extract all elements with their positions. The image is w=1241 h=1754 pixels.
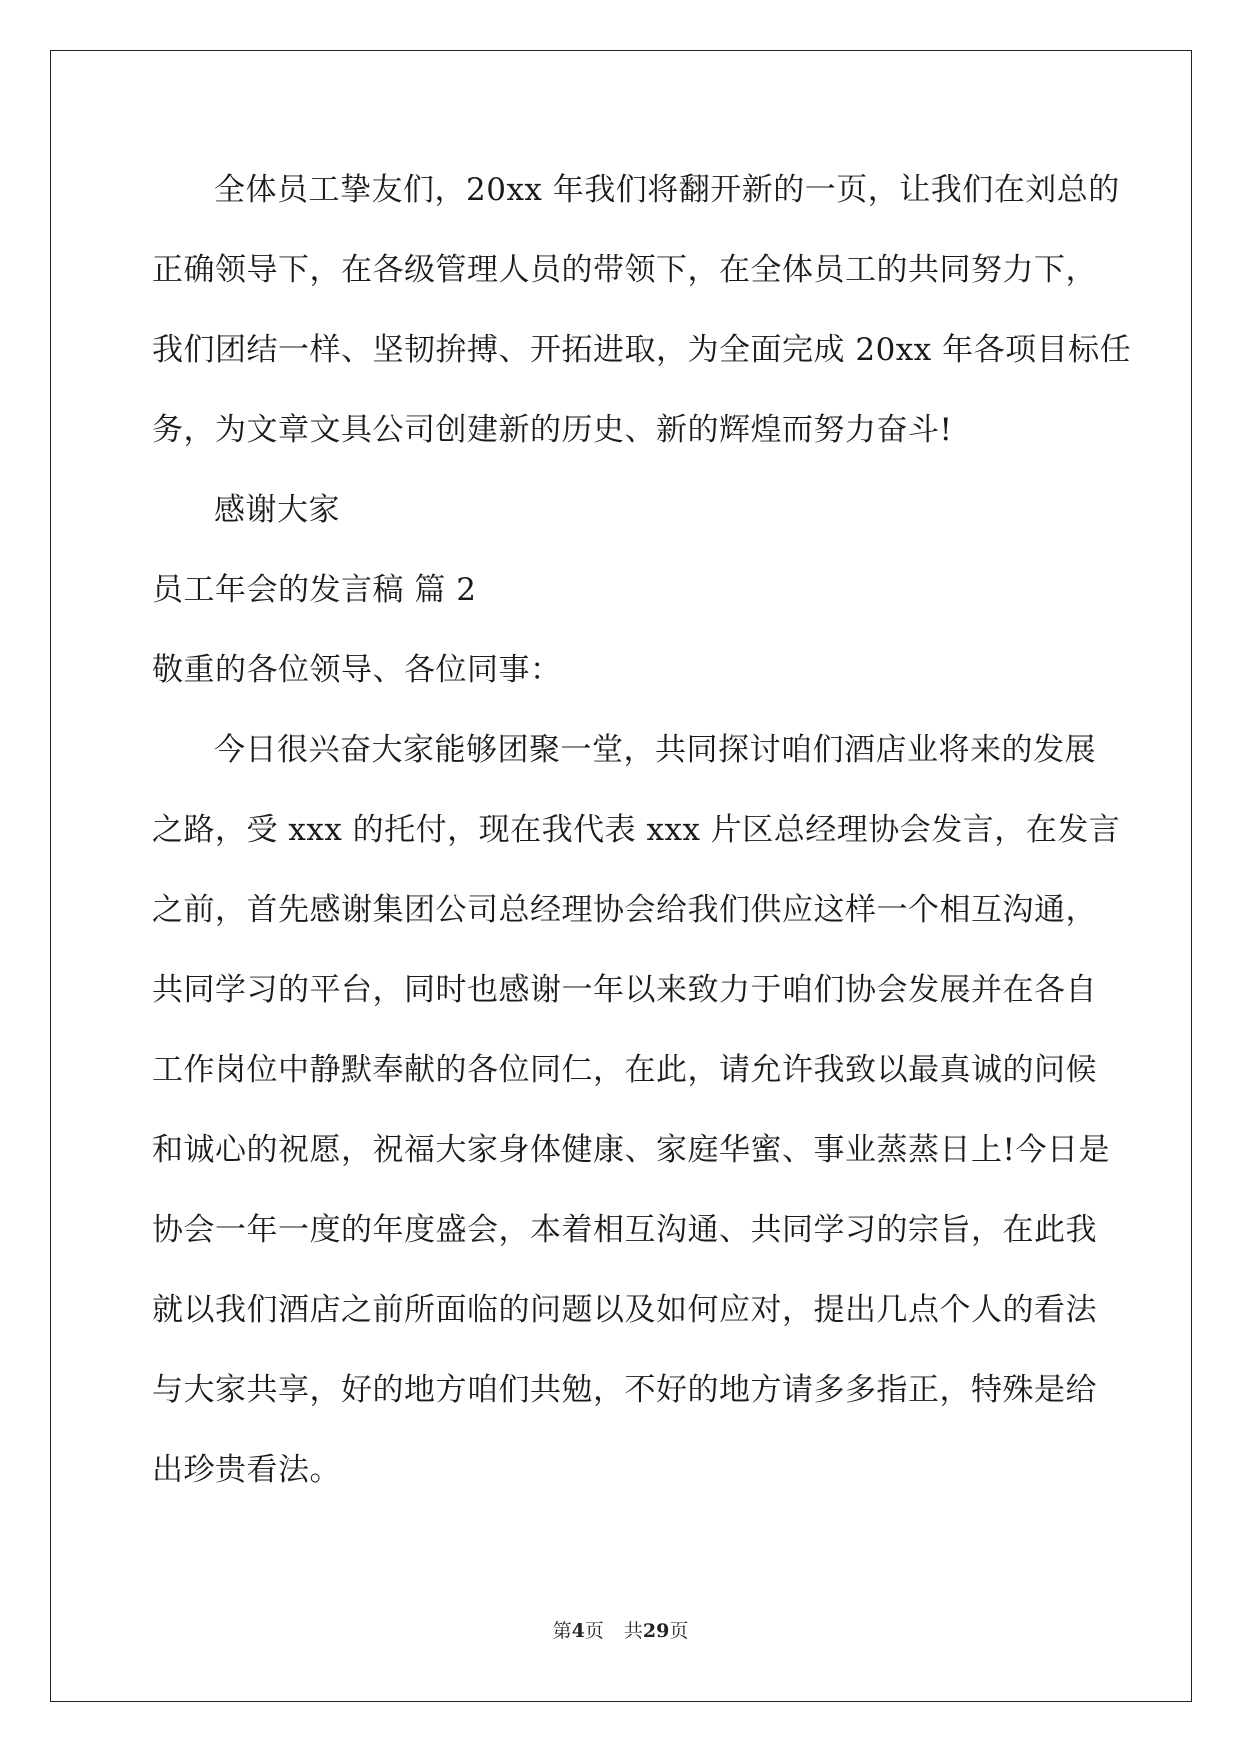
text-line-3: 我们团结一样、坚韧拚搏、开拓进取，为全面完成 20xx 年各项目标任 [152, 332, 1132, 368]
text-line-9: 之路，受 xxx 的托付，现在我代表 xxx 片区总经理协会发言，在发言 [152, 812, 1121, 848]
total-suffix: 页 [669, 1620, 689, 1642]
section-heading: 员工年会的发言稿 篇 2 [152, 572, 477, 608]
text-line-8: 今日很兴奋大家能够团聚一堂，共同探讨咱们酒店业将来的发展 [214, 732, 1096, 768]
text-line-10: 之前，首先感谢集团公司总经理协会给我们供应这样一个相互沟通， [152, 892, 1097, 928]
text-line-4: 务，为文章文具公司创建新的历史、新的辉煌而努力奋斗! [152, 412, 953, 448]
page-prefix: 第 [552, 1620, 572, 1642]
document-body [152, 150, 1132, 1510]
closing-thanks: 感谢大家 [214, 492, 340, 528]
page-number: 4 [571, 1620, 585, 1642]
text-line-16: 与大家共享，好的地方咱们共勉，不好的地方请多多指正，特殊是给 [152, 1372, 1097, 1408]
text-line-14: 协会一年一度的年度盛会，本着相互沟通、共同学习的宗旨，在此我 [152, 1212, 1097, 1248]
text-line-15: 就以我们酒店之前所面临的问题以及如何应对，提出几点个人的看法 [152, 1292, 1097, 1328]
text-line-13: 和诚心的祝愿，祝福大家身体健康、家庭华蜜、事业蒸蒸日上!今日是 [152, 1132, 1110, 1168]
text-line-17: 出珍贵看法。 [152, 1452, 341, 1488]
text-line-2: 正确领导下，在各级管理人员的带领下，在全体员工的共同努力下， [152, 252, 1097, 288]
text-line-11: 共同学习的平台，同时也感谢一年以来致力于咱们协会发展并在各自 [152, 972, 1097, 1008]
salutation: 敬重的各位领导、各位同事： [152, 652, 562, 688]
total-pages: 29 [642, 1620, 670, 1642]
total-prefix: 共 [623, 1620, 643, 1642]
text-line-12: 工作岗位中静默奉献的各位同仁，在此，请允许我致以最真诚的问候 [152, 1052, 1097, 1088]
text-line-1: 全体员工挚友们，20xx 年我们将翻开新的一页，让我们在刘总的 [214, 172, 1120, 208]
page-suffix: 页 [584, 1620, 604, 1642]
page-footer [0, 1616, 1241, 1643]
